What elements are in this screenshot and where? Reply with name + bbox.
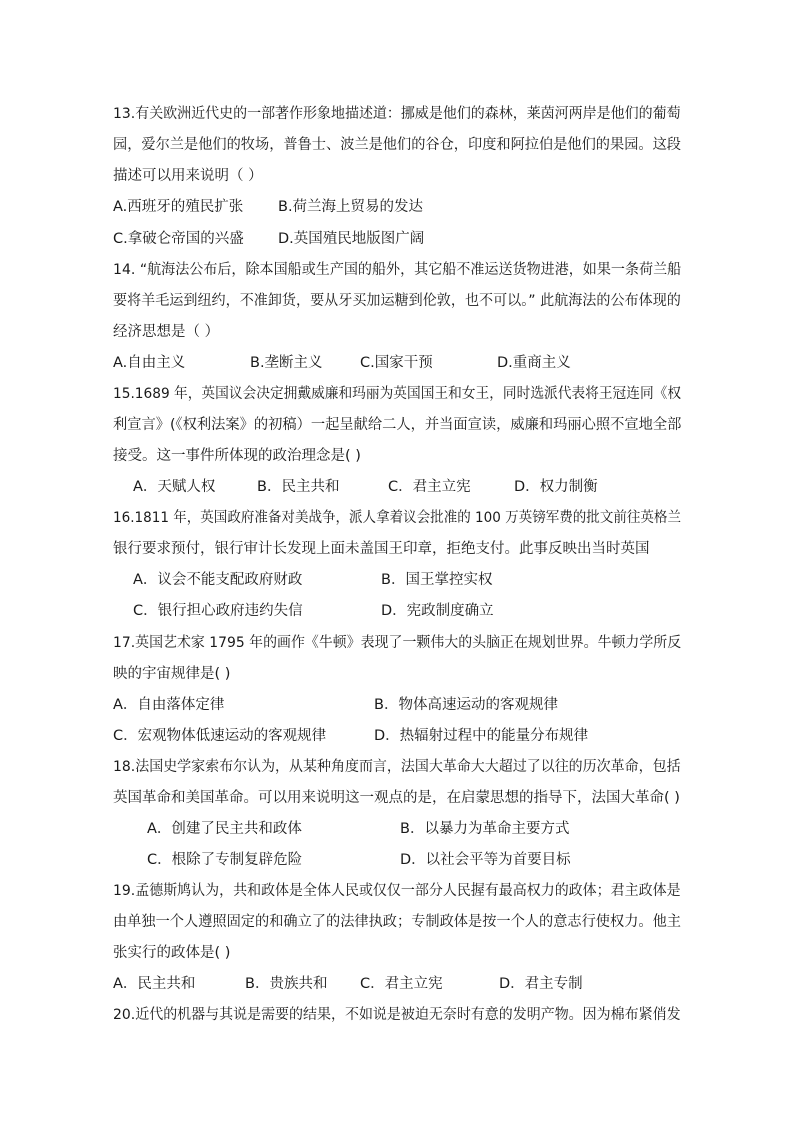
question-14-line-1: 14. “航海法公布后，除本国船或生产国的船外，其它船不准运送货物进港，如果一条荷兰船 xyxy=(113,262,682,278)
question-17-line-1: 17.英国艺术家 1795 年的画作《牛顿》表现了一颗伟大的头脑正在规划世界。牛顿力学所反 xyxy=(113,635,682,651)
question-18-option-a[interactable]: A．创建了民主共和政体 xyxy=(147,821,302,837)
question-16-option-d[interactable]: D．宪政制度确立 xyxy=(381,603,494,619)
question-15-option-a[interactable]: A．天赋人权 xyxy=(133,479,216,495)
question-14-option-b[interactable]: B.垄断主义 xyxy=(250,355,323,371)
question-13-line-1: 13.有关欧洲近代史的一部著作形象地描述道：挪威是他们的森林，莱茵河两岸是他们的葡萄 xyxy=(113,106,681,122)
question-19-option-d[interactable]: D．君主专制 xyxy=(499,976,583,992)
question-14-option-a[interactable]: A.自由主义 xyxy=(113,355,186,371)
question-18-option-b[interactable]: B．以暴力为革命主要方式 xyxy=(400,821,570,837)
question-19-option-a[interactable]: A．民主共和 xyxy=(113,976,196,992)
question-18-line-2: 英国革命和美国革命。可以用来说明这一观点的是，在启蒙思想的指导下，法国大革命( ) xyxy=(113,790,680,806)
question-13-line-2: 园，爱尔兰是他们的牧场，普鲁士、波兰是他们的谷仓，印度和阿拉伯是他们的果园。这段 xyxy=(113,137,681,153)
question-16-option-a[interactable]: A．议会不能支配政府财政 xyxy=(133,572,303,588)
question-15-line-2: 利宣言》(《权利法案》的初稿）一起呈献给二人，并当面宣读，威廉和玛丽心照不宣地全部 xyxy=(113,417,682,433)
question-18-line-1: 18.法国史学家索布尔认为，从某种角度而言，法国大革命大大超过了以往的历次革命，包括 xyxy=(113,759,681,775)
question-15-line-3: 接受。这一事件所体现的政治理念是( ) xyxy=(113,448,361,464)
question-19-option-c[interactable]: C．君主立宪 xyxy=(360,976,443,992)
question-19-line-3: 张实行的政体是( ) xyxy=(113,945,231,961)
question-14-option-d[interactable]: D.重商主义 xyxy=(497,355,571,371)
question-17-option-d[interactable]: D．热辐射过程中的能量分布规律 xyxy=(374,728,589,744)
question-17-line-2: 映的宇宙规律是( ) xyxy=(113,666,231,682)
question-18-option-d[interactable]: D．以社会平等为首要目标 xyxy=(400,852,571,868)
question-19-option-b[interactable]: B．贵族共和 xyxy=(245,976,328,992)
question-19-line-2: 由单独一个人遵照固定的和确立了的法律执政；专制政体是按一个人的意志行使权力。他主 xyxy=(113,914,681,930)
question-13-option-c[interactable]: C.拿破仑帝国的兴盛 xyxy=(113,231,244,247)
question-13-line-3: 描述可以用来说明（ ） xyxy=(113,168,263,184)
question-17-option-a[interactable]: A．自由落体定律 xyxy=(113,697,225,713)
question-18-option-c[interactable]: C．根除了专制复辟危险 xyxy=(147,852,303,868)
question-17-option-b[interactable]: B．物体高速运动的客观规律 xyxy=(374,697,558,713)
question-14-option-c[interactable]: C.国家干预 xyxy=(360,355,433,371)
question-16-option-b[interactable]: B．国王掌控实权 xyxy=(381,572,493,588)
question-15-line-1: 15.1689 年，英国议会决定拥戴威廉和玛丽为英国国王和女王，同时选派代表将王冠连同《权 xyxy=(113,386,682,402)
question-15-option-c[interactable]: C．君主立宪 xyxy=(388,479,471,495)
question-13-option-a[interactable]: A.西班牙的殖民扩张 xyxy=(113,199,244,215)
question-14-line-2: 要将羊毛运到纽约，不准卸货，要从牙买加运糖到伦敦，也不可以。” 此航海法的公布体现的 xyxy=(113,293,681,309)
question-15-option-d[interactable]: D．权力制衡 xyxy=(514,479,598,495)
question-16-line-1: 16.1811 年，英国政府准备对美战争，派人拿着议会批准的 100 万英镑军费的批文前往英格兰 xyxy=(113,510,681,526)
question-13-option-b[interactable]: B.荷兰海上贸易的发达 xyxy=(278,199,424,215)
question-17-option-c[interactable]: C．宏观物体低速运动的客观规律 xyxy=(113,728,327,744)
question-16-line-2: 银行要求预付，银行审计长发现上面未盖国王印章，拒绝支付。此事反映出当时英国 xyxy=(113,541,650,557)
question-16-option-c[interactable]: C．银行担心政府违约失信 xyxy=(133,603,303,619)
question-20-line-1: 20.近代的机器与其说是需要的结果，不如说是被迫无奈时有意的发明产物。因为棉布紧俏发 xyxy=(113,1007,681,1023)
question-13-option-d[interactable]: D.英国殖民地版图广阔 xyxy=(278,231,425,247)
question-19-line-1: 19.孟德斯鸠认为，共和政体是全体人民或仅仅一部分人民握有最高权力的政体；君主政体是 xyxy=(113,883,681,899)
question-15-option-b[interactable]: B．民主共和 xyxy=(257,479,340,495)
question-14-line-3: 经济思想是（ ） xyxy=(113,324,220,340)
